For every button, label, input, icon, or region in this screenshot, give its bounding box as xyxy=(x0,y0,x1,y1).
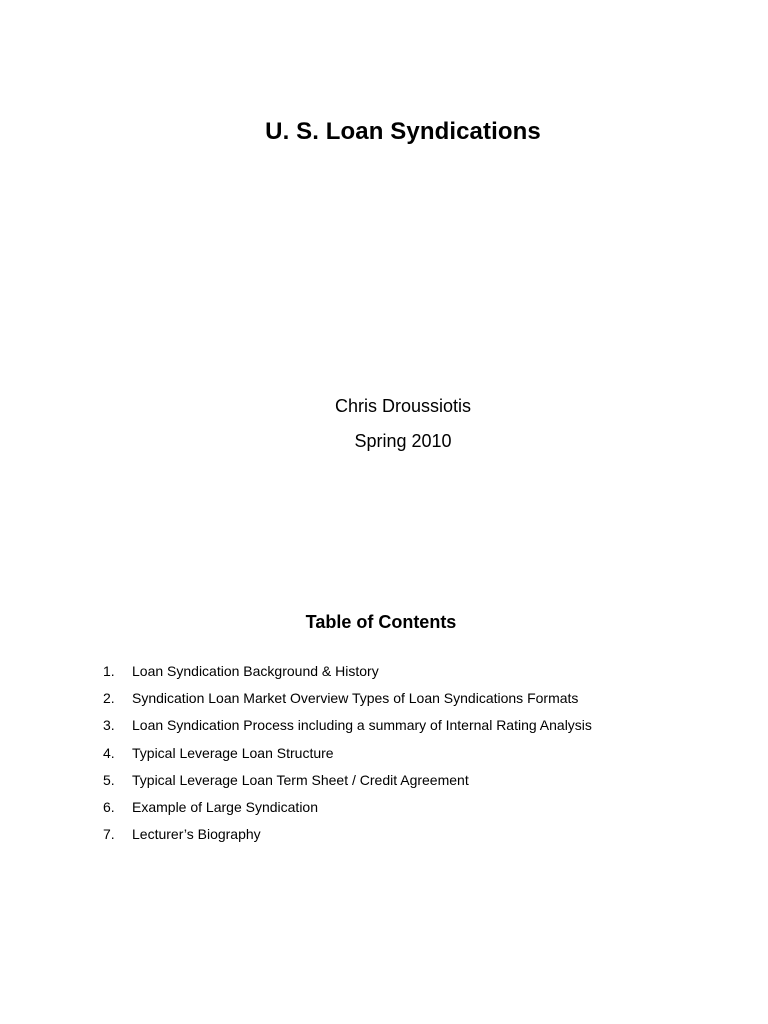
toc-item-text: Example of Large Syndication xyxy=(132,798,318,815)
toc-item-number: 2. xyxy=(103,690,115,707)
toc-heading: Table of Contents xyxy=(305,612,457,632)
toc-list xyxy=(0,661,768,851)
toc-item xyxy=(0,824,768,851)
toc-item xyxy=(0,661,768,688)
toc-item-number: 6. xyxy=(103,798,115,815)
toc-item-number: 3. xyxy=(103,717,115,734)
toc-item-number: 1. xyxy=(103,663,115,679)
toc-item-number: 5. xyxy=(103,771,115,788)
document-date: Spring 2010 xyxy=(354,431,452,451)
author-name: Chris Droussiotis xyxy=(334,396,472,416)
toc-item xyxy=(0,797,768,824)
toc-item-text: Syndication Loan Market Overview Types of Loan Syndications Formats xyxy=(132,690,579,707)
toc-item-text: Typical Leverage Loan Term Sheet / Credit Agreement xyxy=(132,771,469,788)
toc-item-text: Lecturer’s Biography xyxy=(132,826,261,843)
toc-item-text: Loan Syndication Background & History xyxy=(132,663,379,679)
toc-item-text: Typical Leverage Loan Structure xyxy=(132,744,334,761)
toc-item-text: Loan Syndication Process including a summary of Internal Rating Analysis xyxy=(132,717,592,734)
toc-item-number: 4. xyxy=(103,744,115,761)
toc-item-number: 7. xyxy=(103,826,115,843)
toc-item xyxy=(0,743,768,770)
toc-item xyxy=(0,770,768,797)
toc-item xyxy=(0,688,768,715)
document-title: U. S. Loan Syndications xyxy=(265,118,541,145)
toc-item xyxy=(0,715,768,742)
